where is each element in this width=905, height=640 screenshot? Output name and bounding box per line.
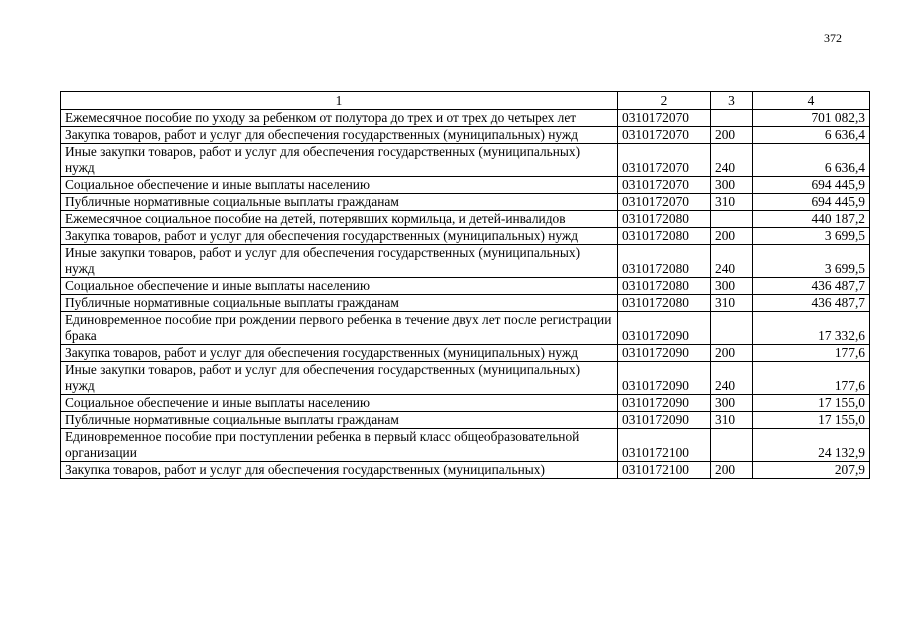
row-vr-cell: 300 (711, 177, 753, 194)
column-header-name: 1 (61, 92, 618, 110)
row-vr-cell: 200 (711, 127, 753, 144)
row-vr-cell: 310 (711, 194, 753, 211)
row-csr-cell: 0310172070 (618, 144, 711, 177)
row-amount-cell: 694 445,9 (753, 194, 870, 211)
table-row (61, 245, 870, 278)
row-vr-cell (711, 211, 753, 228)
column-header-csr: 2 (618, 92, 711, 110)
row-amount-cell: 17 155,0 (753, 395, 870, 412)
row-name-cell: Публичные нормативные социальные выплаты гражданам (61, 412, 618, 429)
table-body (61, 110, 870, 479)
row-csr-cell: 0310172070 (618, 127, 711, 144)
row-csr-cell: 0310172080 (618, 278, 711, 295)
row-csr-cell: 0310172070 (618, 110, 711, 127)
table-row (61, 144, 870, 177)
row-csr-cell: 0310172090 (618, 412, 711, 429)
row-amount-cell: 177,6 (753, 345, 870, 362)
row-csr-cell: 0310172090 (618, 312, 711, 345)
row-amount-cell: 440 187,2 (753, 211, 870, 228)
row-vr-cell: 200 (711, 228, 753, 245)
row-amount-cell: 701 082,3 (753, 110, 870, 127)
row-name-cell: Единовременное пособие при поступлении ребенка в первый класс общеобразовательной организации (61, 429, 618, 462)
page-number: 372 (824, 31, 842, 45)
table-row (61, 312, 870, 345)
row-amount-cell: 24 132,9 (753, 429, 870, 462)
row-name-cell: Ежемесячное социальное пособие на детей, потерявших кормильца, и детей-инвалидов (61, 211, 618, 228)
row-csr-cell: 0310172070 (618, 177, 711, 194)
row-vr-cell: 310 (711, 412, 753, 429)
row-name-cell: Социальное обеспечение и иные выплаты населению (61, 278, 618, 295)
row-csr-cell: 0310172080 (618, 295, 711, 312)
row-name-cell: Закупка товаров, работ и услуг для обеспечения государственных (муниципальных) нужд (61, 345, 618, 362)
table-row (61, 412, 870, 429)
table-row (61, 295, 870, 312)
budget-table (60, 91, 870, 479)
row-csr-cell: 0310172080 (618, 228, 711, 245)
table-row (61, 110, 870, 127)
row-name-cell: Закупка товаров, работ и услуг для обеспечения государственных (муниципальных) нужд (61, 127, 618, 144)
table-row (61, 395, 870, 412)
row-csr-cell: 0310172090 (618, 395, 711, 412)
table-row (61, 127, 870, 144)
row-name-cell: Иные закупки товаров, работ и услуг для обеспечения государственных (муниципальных) нужд (61, 245, 618, 278)
row-amount-cell: 3 699,5 (753, 228, 870, 245)
row-vr-cell (711, 429, 753, 462)
table-row (61, 362, 870, 395)
row-amount-cell: 6 636,4 (753, 144, 870, 177)
row-amount-cell: 436 487,7 (753, 295, 870, 312)
row-vr-cell: 200 (711, 345, 753, 362)
row-vr-cell: 240 (711, 245, 753, 278)
table-row (61, 228, 870, 245)
row-amount-cell: 3 699,5 (753, 245, 870, 278)
table-row (61, 177, 870, 194)
row-csr-cell: 0310172100 (618, 429, 711, 462)
table-row (61, 429, 870, 462)
row-csr-cell: 0310172100 (618, 462, 711, 479)
column-header-vr: 3 (711, 92, 753, 110)
row-amount-cell: 436 487,7 (753, 278, 870, 295)
row-name-cell: Закупка товаров, работ и услуг для обеспечения государственных (муниципальных) (61, 462, 618, 479)
row-csr-cell: 0310172080 (618, 211, 711, 228)
row-vr-cell: 200 (711, 462, 753, 479)
row-name-cell: Иные закупки товаров, работ и услуг для обеспечения государственных (муниципальных) нужд (61, 362, 618, 395)
row-amount-cell: 17 332,6 (753, 312, 870, 345)
row-csr-cell: 0310172090 (618, 362, 711, 395)
row-amount-cell: 207,9 (753, 462, 870, 479)
row-name-cell: Публичные нормативные социальные выплаты гражданам (61, 295, 618, 312)
row-name-cell: Закупка товаров, работ и услуг для обеспечения государственных (муниципальных) нужд (61, 228, 618, 245)
row-name-cell: Единовременное пособие при рождении первого ребенка в течение двух лет после регистрации брака (61, 312, 618, 345)
row-name-cell: Ежемесячное пособие по уходу за ребенком от полутора до трех и от трех до четырех лет (61, 110, 618, 127)
row-name-cell: Социальное обеспечение и иные выплаты населению (61, 177, 618, 194)
row-amount-cell: 17 155,0 (753, 412, 870, 429)
row-amount-cell: 6 636,4 (753, 127, 870, 144)
row-vr-cell: 240 (711, 144, 753, 177)
table-row (61, 278, 870, 295)
row-vr-cell (711, 110, 753, 127)
row-vr-cell: 300 (711, 395, 753, 412)
row-vr-cell (711, 312, 753, 345)
row-vr-cell: 240 (711, 362, 753, 395)
row-name-cell: Иные закупки товаров, работ и услуг для обеспечения государственных (муниципальных) нужд (61, 144, 618, 177)
row-amount-cell: 694 445,9 (753, 177, 870, 194)
table-row (61, 211, 870, 228)
row-csr-cell: 0310172090 (618, 345, 711, 362)
table-row (61, 345, 870, 362)
row-amount-cell: 177,6 (753, 362, 870, 395)
table-row (61, 194, 870, 211)
row-csr-cell: 0310172080 (618, 245, 711, 278)
table-row (61, 462, 870, 479)
row-vr-cell: 310 (711, 295, 753, 312)
row-name-cell: Публичные нормативные социальные выплаты гражданам (61, 194, 618, 211)
row-vr-cell: 300 (711, 278, 753, 295)
table-header-row (61, 92, 870, 110)
column-header-amount: 4 (753, 92, 870, 110)
row-csr-cell: 0310172070 (618, 194, 711, 211)
row-name-cell: Социальное обеспечение и иные выплаты населению (61, 395, 618, 412)
